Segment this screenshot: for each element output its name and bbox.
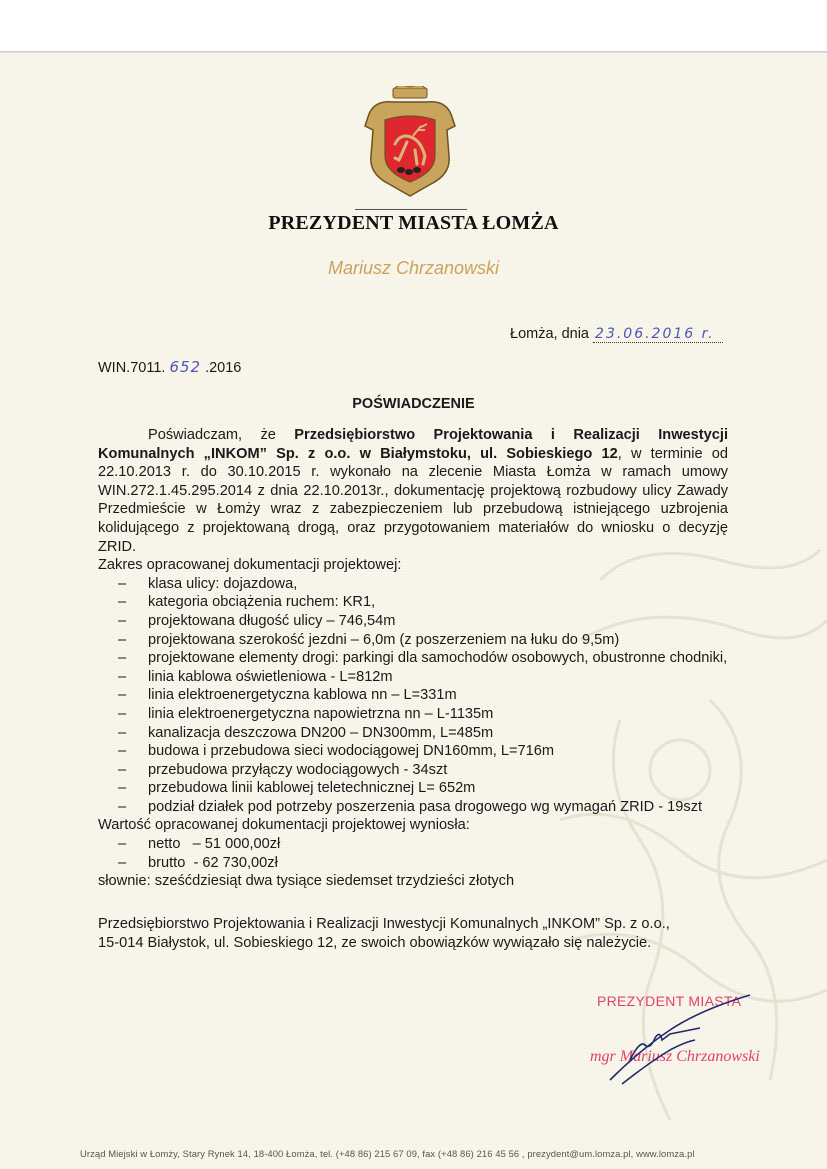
dash: –	[118, 705, 127, 722]
intro-rest: , w terminie od 22.10.2013 r. do 30.10.2015 r. wykonało na zlecenie Miasta Łomża w ramach umowy WIN.272.1.45.295.2014 z dnia 22.10.2013r., dokumentację projektową rozbudowy ulicy Zawady Przedmieście w Łomży wraz z zabezpieczeniem lub przebudową istniejącego uzbrojenia kolidującego z projektowaną drogą, oraz przygotowaniem materiałów do wniosku o decyzję ZRID.	[98, 445, 728, 555]
intro-lead: Poświadczam, że	[148, 427, 295, 443]
scope-item-text: projektowana szerokość jezdni – 6,0m (z poszerzeniem na łuku do 9,5m)	[148, 631, 620, 648]
dash: –	[118, 612, 127, 629]
scope-item-text: klasa ulicy: dojazdowa,	[148, 575, 298, 592]
dash: –	[118, 836, 127, 853]
dash: –	[118, 650, 127, 667]
scope-item-text: projektowane elementy drogi: parkingi dla samochodów osobowych, obustronne chodniki,	[148, 650, 728, 667]
value-label: netto	[148, 836, 181, 853]
closing-statement	[98, 915, 728, 952]
scope-list	[118, 575, 728, 817]
date-line	[510, 326, 723, 343]
list-item	[118, 761, 728, 780]
dash: –	[118, 575, 127, 592]
list-item	[118, 742, 728, 761]
footer-address: Urząd Miejski w Łomży, Stary Rynek 14, 18-400 Łomża, tel. (+48 86) 215 67 09, fax (+48 86) 216 45 56 , prezydent@um.lomza.pl, www.lomza.pl	[80, 1148, 695, 1159]
dash: –	[118, 798, 127, 815]
list-item	[118, 649, 728, 668]
list-item	[118, 631, 728, 650]
list-item	[118, 798, 728, 817]
scan-margin	[0, 0, 827, 52]
scope-item-text: projektowana długość ulicy – 746,54m	[148, 612, 396, 629]
dash: –	[118, 594, 127, 611]
dash: –	[118, 668, 127, 685]
closing-line-1: Przedsiębiorstwo Projektowania i Realizacji Inwestycji Komunalnych „INKOM” Sp. z o.o.,	[98, 916, 670, 932]
company-name: Przedsiębiorstwo Projektowania i Realizacji Inwestycji Komunalnych „INKOM” Sp. z o.o. w Białymstoku, ul. Sobieskiego 12	[98, 427, 728, 462]
dash: –	[118, 743, 127, 760]
mayor-name: Mariusz Chrzanowski	[327, 258, 500, 278]
intro-paragraph	[98, 426, 728, 556]
ref-suffix: .2016	[205, 360, 242, 376]
scope-item-text: linia elektroenergetyczna kablowa nn – L=331m	[148, 687, 457, 704]
list-item	[118, 575, 728, 594]
scope-item-text: linia kablowa oświetleniowa - L=812m	[148, 668, 393, 685]
value-brutto	[118, 854, 728, 873]
closing-line-2: 15-014 Białystok, ul. Sobieskiego 12, ze swoich obowiązków wywiązało się należycie.	[98, 934, 652, 951]
value-amount: – 51 000,00zł	[192, 836, 281, 853]
scope-item-text: kanalizacja deszczowa DN200 – DN300mm, L=485m	[148, 724, 494, 741]
stamp-name: mgr Mariusz Chrzanowski	[590, 1048, 760, 1065]
list-item	[118, 705, 728, 724]
dash: –	[118, 780, 127, 797]
document-title: POŚWIADCZENIE	[352, 396, 475, 412]
document-body	[98, 426, 728, 891]
values-list	[118, 835, 728, 872]
scope-item-text: przebudowa linii kablowej teletechnicznej L= 652m	[148, 780, 476, 797]
value-heading: Wartość opracowanej dokumentacji projektowej wyniosła:	[98, 817, 470, 834]
dash: –	[118, 854, 127, 871]
scope-item-text: budowa i przebudowa sieci wodociągowej DN160mm, L=716m	[148, 743, 555, 760]
dash: –	[118, 724, 127, 741]
value-label: brutto	[148, 854, 186, 871]
reference-number	[98, 358, 241, 376]
list-item	[118, 686, 728, 705]
list-item	[118, 668, 728, 687]
place-label: Łomża, dnia	[510, 326, 589, 342]
scope-item-text: przebudowa przyłączy wodociągowych - 34szt	[148, 761, 448, 778]
list-item	[118, 779, 728, 798]
dash: –	[118, 687, 127, 704]
value-amount: - 62 730,00zł	[193, 854, 278, 871]
city-coat-of-arms-icon	[355, 86, 465, 198]
value-netto	[118, 835, 728, 854]
handwritten-date: 23.06.2016 r.	[593, 326, 723, 343]
ref-handwritten: 652	[169, 358, 202, 376]
stamp-title: PREZYDENT MIASTA	[597, 993, 742, 1009]
dash: –	[118, 761, 127, 778]
scope-heading: Zakres opracowanej dokumentacji projektowej:	[98, 557, 402, 574]
ref-prefix: WIN.7011.	[98, 360, 166, 376]
dash: –	[118, 631, 127, 648]
scope-item-text: podział działek pod potrzeby poszerzenia pasa drogowego wg wymagań ZRID - 19szt	[148, 798, 703, 815]
scope-item-text: linia elektroenergetyczna napowietrzna nn – L-1135m	[148, 705, 494, 722]
list-item	[118, 612, 728, 631]
handwritten-signature-icon	[600, 990, 790, 1100]
scope-item-text: kategoria obciążenia ruchem: KR1,	[148, 594, 376, 611]
list-item	[118, 724, 728, 743]
amount-in-words: słownie: sześćdziesiąt dwa tysiące siedemset trzydzieści złotych	[98, 873, 515, 890]
office-title: PREZYDENT MIASTA ŁOMŻA	[268, 212, 559, 234]
header-divider	[355, 209, 467, 210]
list-item	[118, 593, 728, 612]
